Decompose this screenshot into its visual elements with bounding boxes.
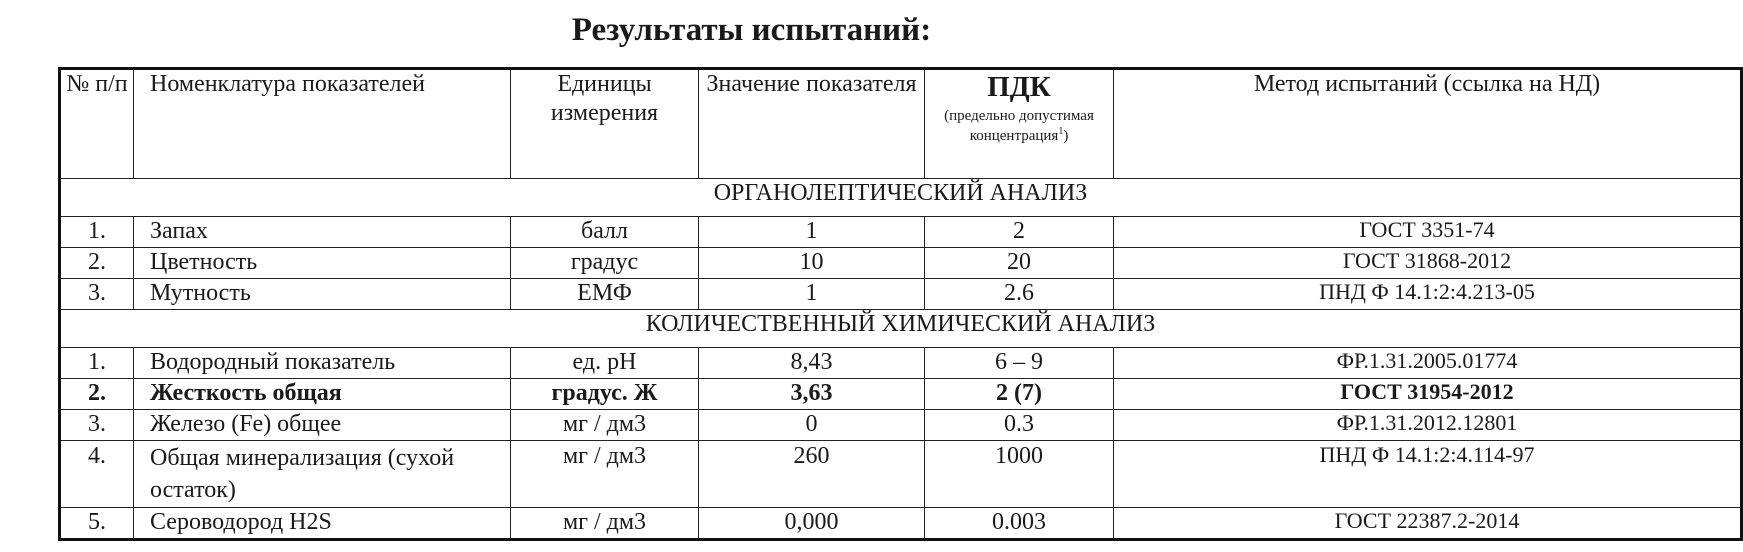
- row-unit: балл: [511, 217, 699, 248]
- row-value: 1: [699, 217, 925, 248]
- header-pdk: [925, 69, 1114, 179]
- row-value: 0,000: [699, 507, 925, 539]
- table-row: [60, 379, 1742, 410]
- row-pdk: 2 (7): [925, 379, 1114, 410]
- section-header-row: [60, 310, 1742, 348]
- table-row: [60, 217, 1742, 248]
- row-pdk: 2.6: [925, 279, 1114, 310]
- row-value: 10: [699, 248, 925, 279]
- section-title: КОЛИЧЕСТВЕННЫЙ ХИМИЧЕСКИЙ АНАЛИЗ: [60, 310, 1742, 348]
- row-number: 4.: [60, 441, 134, 508]
- row-number: 5.: [60, 507, 134, 539]
- table-row: [60, 507, 1742, 539]
- row-name: Жесткость общая: [134, 379, 511, 410]
- header-value: Значение показателя: [699, 69, 925, 179]
- row-method: ГОСТ 22387.2-2014: [1114, 507, 1742, 539]
- row-pdk: 0.003: [925, 507, 1114, 539]
- row-unit: мг / дм3: [511, 410, 699, 441]
- header-unit: Единицы измерения: [511, 69, 699, 179]
- section-header-row: [60, 179, 1742, 217]
- row-unit: ЕМФ: [511, 279, 699, 310]
- row-name: Водородный показатель: [134, 348, 511, 379]
- row-method: ПНД Ф 14.1:2:4.213-05: [1114, 279, 1742, 310]
- row-method: ПНД Ф 14.1:2:4.114-97: [1114, 441, 1742, 508]
- header-pdk-footnote: 1: [1058, 125, 1064, 137]
- row-value: 8,43: [699, 348, 925, 379]
- row-number: 1.: [60, 217, 134, 248]
- row-name: Сероводород H2S: [134, 507, 511, 539]
- row-name: Железо (Fe) общее: [134, 410, 511, 441]
- row-pdk: 1000: [925, 441, 1114, 508]
- table-row: [60, 348, 1742, 379]
- header-row: [60, 69, 1742, 179]
- row-unit: градус: [511, 248, 699, 279]
- row-method: ГОСТ 3351-74: [1114, 217, 1742, 248]
- header-name: Номенклатура показателей: [134, 69, 511, 179]
- row-method: ГОСТ 31954-2012: [1114, 379, 1742, 410]
- row-unit: ед. pH: [511, 348, 699, 379]
- row-number: 2.: [60, 248, 134, 279]
- row-number: 2.: [60, 379, 134, 410]
- row-unit: мг / дм3: [511, 507, 699, 539]
- row-value: 260: [699, 441, 925, 508]
- table-row: [60, 279, 1742, 310]
- results-table: [58, 67, 1743, 541]
- row-method: ФР.1.31.2005.01774: [1114, 348, 1742, 379]
- row-pdk: 2: [925, 217, 1114, 248]
- row-name: Запах: [134, 217, 511, 248]
- row-unit: градус. Ж: [511, 379, 699, 410]
- row-unit: мг / дм3: [511, 441, 699, 508]
- header-method: Метод испытаний (ссылка на НД): [1114, 69, 1742, 179]
- header-num: № п/п: [60, 69, 134, 179]
- page-title: Результаты испытаний:: [571, 12, 932, 48]
- row-method: ФР.1.31.2012.12801: [1114, 410, 1742, 441]
- section-title: ОРГАНОЛЕПТИЧЕСКИЙ АНАЛИЗ: [60, 179, 1742, 217]
- row-name: Общая минерализация (сухой остаток): [134, 441, 511, 508]
- header-pdk-label: ПДК: [987, 71, 1051, 103]
- row-number: 3.: [60, 410, 134, 441]
- table-row: [60, 248, 1742, 279]
- row-method: ГОСТ 31868-2012: [1114, 248, 1742, 279]
- row-value: 0: [699, 410, 925, 441]
- row-value: 1: [699, 279, 925, 310]
- table-row: [60, 410, 1742, 441]
- row-number: 1.: [60, 348, 134, 379]
- row-pdk: 20: [925, 248, 1114, 279]
- row-pdk: 6 – 9: [925, 348, 1114, 379]
- header-pdk-close: ): [1063, 127, 1069, 144]
- row-name: Мутность: [134, 279, 511, 310]
- row-number: 3.: [60, 279, 134, 310]
- row-name: Цветность: [134, 248, 511, 279]
- header-pdk-note-text: (предельно допустимая концентрация: [944, 107, 1094, 144]
- row-pdk: 0.3: [925, 410, 1114, 441]
- row-value: 3,63: [699, 379, 925, 410]
- table-row: [60, 441, 1742, 508]
- header-pdk-note: [925, 107, 1113, 146]
